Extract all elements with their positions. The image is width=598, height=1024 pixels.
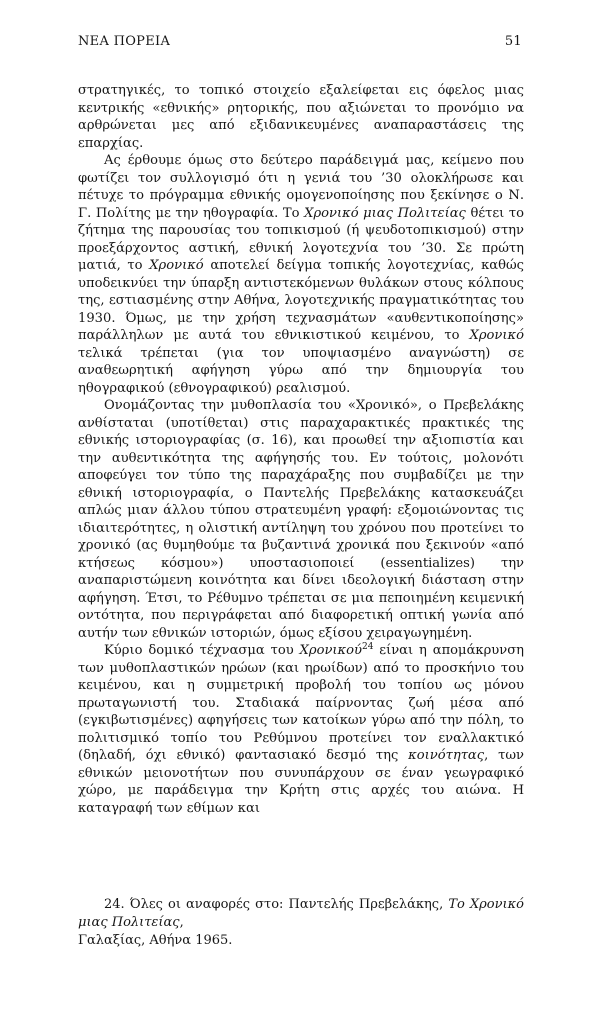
running-head: ΝΕΑ ΠΟΡΕΙΑ: [78, 34, 171, 49]
paragraph: [78, 397, 524, 642]
text-run: αποτελεί δείγμα τοπικής λογοτεχνίας, καθώς υποδεικνύει την ύπαρξη αντιστεκόμενων θυλάκων στους κόλπους της, εστιασμένης στην Αθήνα, λογοτεχνικής πραγματικότητας του 1930. Όμως, με την χρήση τεχνασμάτων «αυθεντικοποίησης» παράλληλων με αυτά του εθνικιστικού κειμένου, το: [78, 258, 524, 343]
footnote-line: [78, 896, 524, 932]
page-number: 51: [504, 34, 522, 49]
text-run: , των εθνικών μειονοτήτων που συνυπάρχουν σε έναν γεωγραφικό χώρο, με παράδειγμα την Κρήτη στις αρχές του αιώνα. Η καταγραφή των εθίμων και: [78, 748, 524, 816]
footnote-ref: 24: [361, 642, 374, 652]
paragraph: [78, 642, 524, 817]
text-run: 24. Όλες οι αναφορές στο: Παντελής Πρεβελάκης,: [104, 897, 449, 912]
italic-text: Χρονικό: [469, 328, 524, 343]
text-run: είναι η απομάκρυνση των μυθοπλαστικών ηρώων (και ηρωίδων) από το προσκήνιο του κειμένου, και η συμμετρική προβολή του τοπίου ως μόνου πρωταγωνιστή του. Σταδιακά παίρνοντας ζωή μέσα από (εγκιβωτισμένες) αφηγήσεις των κατοίκων γύρω από την πόλη, το πολιτισμικό τοπίο του Ρεθύμνου προτείνει τον εναλλακτικό (δηλαδή, όχι εθνικό) φαντασιακό δεσμό της: [78, 643, 524, 763]
text-run: ,: [179, 915, 184, 930]
italic-text: Χρονικό: [149, 258, 204, 273]
body-text: [78, 82, 524, 817]
text-run: στρατηγικές, το τοπικό στοιχείο εξαλείφεται εις όφελος μιας κεντρικής «εθνικής» ρητορικής, που αξιώνεται το προνόμιο να αρθρώνεται μες από εξιδανικευμένες αναπαραστάσεις της επαρχίας.: [78, 83, 524, 151]
italic-text: Το Χρονικό μιας Πολιτείας: [78, 897, 524, 930]
italic-text: κοινότητας: [408, 748, 485, 763]
italic-text: Χρονικό μιας Πολιτείας: [304, 205, 466, 221]
footnotes: [78, 896, 524, 950]
paragraph: [78, 152, 524, 397]
italic-text: Χρονικού: [299, 643, 362, 658]
text-run: Ονομάζοντας την μυθοπλασία του «Χρονικό», ο Πρεβελάκης ανθίσταται (υποτίθεται) στις παραχαρακτικές πρακτικές της εθνικής ιστοριογραφίας (σ. 16), και προωθεί την αξιοπιστία και την αυθεντικότητα της αφήγησής του. Εν τούτοις, μολονότι αποφεύγει τον τύπο της παραχάραξης που συμβαδίζει με την εθνική ιστοριογραφία, ο Παντελής Πρεβελάκης κατασκευάζει απλώς μιαν άλλου τύπου στρατευμένη γραφή: εξομοιώνοντας τις ιδιαιτερότητες, η ολιστική αντίληψη του χρόνου που προτείνει το χρονικό (ας θυμηθούμε τα βυζαντινά χρονικά που ξεκινούν «από κτήσεως κόσμου») υποστασιοποιεί (essentializes) την αναπαριστώμενη κοινότητα και δίνει ιδεολογική διάσταση στην αφήγηση. Έτσι, το Ρέθυμνο τρέπεται σε μια πεποιημένη κειμενική οντότητα, που περιγράφεται από διαφορετική οπτική γωνία από αυτήν των εθνικών ιστοριών, όμως εξίσου χειραγωγημένη.: [78, 398, 524, 641]
text-run: Κύριο δομικό τέχνασμα του: [104, 643, 300, 658]
text-run: τελικά τρέπεται (για τον υποψιασμένο αναγνώστη) σε αναθεωρητική αφήγηση γύρω από την δημιουργία του ηθογραφικού (εθνογραφικού) ρεαλισμού.: [78, 345, 524, 396]
text-run: θέτει το ζήτημα της παρουσίας του τοπικισμού (ή ψευδοτοπικισμού) στην προεξάρχοντος αστική, εθνική λογοτεχνία του ’30. Σε πρώτη ματιά, το: [78, 205, 525, 273]
footnote-24: [78, 896, 524, 950]
footnote-line: Γαλαξίας, Αθήνα 1965.: [78, 933, 233, 948]
text-run: Ας έρθουμε όμως στο δεύτερο παράδειγμά μας, κείμενο που φωτίζει τον συλλογισμό ότι η γενιά του ’30 ολοκλήρωσε και πέτυχε το πρόγραμμα εθνικής ομογενοποίησης που ξεκίνησε ο Ν. Γ. Πολίτης με την ηθογραφία. Το: [78, 153, 524, 221]
paragraph: [78, 82, 524, 152]
